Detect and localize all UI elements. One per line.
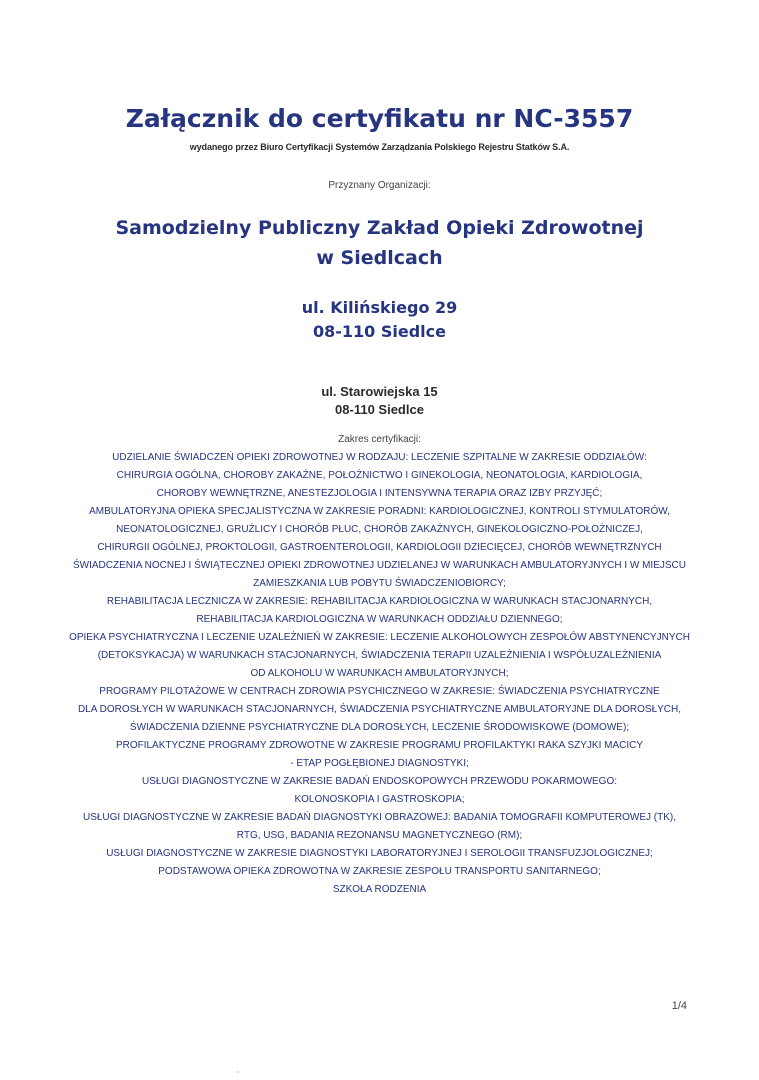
- page-number: 1/4: [671, 1000, 687, 1012]
- scope-line: - ETAP POGŁĘBIONEJ DIAGNOSTYKI;: [290, 758, 469, 769]
- scope-line: OD ALKOHOLU W WARUNKACH AMBULATORYJNYCH;: [250, 668, 509, 679]
- scope-line: CHIRURGII OGÓLNEJ, PROKTOLOGII, GASTROENTEROLOGII, KARDIOLOGII DZIECIĘCEJ, CHORÓB WEWNĘTRZNYCH: [97, 542, 662, 553]
- scan-artifact: [237, 1071, 239, 1073]
- scope-line: CHOROBY WEWNĘTRZNE, ANESTEZJOLOGIA I INTENSYWNA TERAPIA ORAZ IZBY PRZYJĘĆ;: [156, 488, 603, 499]
- main-address-street: ul. Kilińskiego 29: [301, 298, 458, 317]
- scope-line: OPIEKA PSYCHIATRYCZNA I LECZENIE UZALEŻNIEŃ W ZAKRESIE: LECZENIE ALKOHOLOWYCH ZESPOŁÓW ABSTYNENCYJNYCH: [69, 632, 690, 643]
- secondary-address-street: ul. Starowiejska 15: [321, 384, 438, 399]
- main-address-city: 08-110 Siedlce: [312, 322, 446, 341]
- organization-name: [0, 213, 759, 273]
- scope-line: REHABILITACJA KARDIOLOGICZNA W WARUNKACH ODDZIAŁU DZIENNEGO;: [196, 614, 563, 625]
- scope-line: ZAMIESZKANIA LUB POBYTU ŚWIADCZENIOBIORCY;: [253, 578, 506, 589]
- scope-line: CHIRURGIA OGÓLNA, CHOROBY ZAKAŹNE, POŁOŻNICTWO I GINEKOLOGIA, NEONATOLOGIA, KARDIOLOGIA,: [116, 470, 643, 481]
- scope-line: PODSTAWOWA OPIEKA ZDROWOTNA W ZAKRESIE ZESPOŁU TRANSPORTU SANITARNEGO;: [158, 866, 601, 877]
- scope-line: USŁUGI DIAGNOSTYCZNE W ZAKRESIE BADAŃ DIAGNOSTYKI OBRAZOWEJ: BADANIA TOMOGRAFII KOMPUTEROWEJ (TK),: [82, 812, 677, 823]
- scope-line: NEONATOLOGICZNEJ, GRUŹLICY I CHORÓB PŁUC, CHORÓB ZAKAŹNYCH, GINEKOLOGICZNO-POŁOŻNICZEJ,: [116, 524, 643, 535]
- scope-line: RTG, USG, BADANIA REZONANSU MAGNETYCZNEGO (RM);: [236, 830, 523, 841]
- scope-line: PROGRAMY PILOTAŻOWE W CENTRACH ZDROWIA PSYCHICZNEGO W ZAKRESIE: ŚWIADCZENIA PSYCHIATRYCZNE: [99, 686, 660, 697]
- scope-line: DLA DOROSŁYCH W WARUNKACH STACJONARNYCH, ŚWIADCZENIA PSYCHIATRYCZNE AMBULATORYJNE DLA DOROSŁYCH,: [77, 704, 682, 715]
- scope-line: AMBULATORYJNA OPIEKA SPECJALISTYCZNA W ZAKRESIE PORADNI: KARDIOLOGICZNEJ, KONTROLI STYMULATORÓW,: [89, 506, 670, 517]
- scope-label: Zakres certyfikacji:: [338, 434, 421, 445]
- scope-line: ŚWIADCZENIA DZIENNE PSYCHIATRYCZNE DLA DOROSŁYCH, LECZENIE ŚRODOWISKOWE (DOMOWE);: [129, 722, 630, 733]
- secondary-address-city: 08-110 Siedlce: [335, 402, 424, 417]
- scope-line: KOLONOSKOPIA I GASTROSKOPIA;: [294, 794, 465, 805]
- scope-line: (DETOKSYKACJA) W WARUNKACH STACJONARNYCH, ŚWIADCZENIA TERAPII UZALEŻNIENIA I WSPÓŁUZALEŻNIENIA: [97, 650, 662, 661]
- scope-line: REHABILITACJA LECZNICZA W ZAKRESIE: REHABILITACJA KARDIOLOGICZNA W WARUNKACH STACJONARNYCH,: [106, 596, 653, 607]
- scope-line: USŁUGI DIAGNOSTYCZNE W ZAKRESIE BADAŃ ENDOSKOPOWYCH PRZEWODU POKARMOWEGO:: [141, 776, 618, 787]
- scope-line: PROFILAKTYCZNE PROGRAMY ZDROWOTNE W ZAKRESIE PROGRAMU PROFILAKTYKI RAKA SZYJKI MACICY: [115, 740, 644, 751]
- scope-line: SZKOŁA RODZENIA: [332, 884, 427, 895]
- scope-line: UDZIELANIE ŚWIADCZEŃ OPIEKI ZDROWOTNEJ W RODZAJU: LECZENIE SZPITALNE W ZAKRESIE ODDZIAŁÓW:: [112, 452, 647, 463]
- organization-name-line-1: Samodzielny Publiczny Zakład Opieki Zdrowotnej: [115, 217, 644, 239]
- document-title: Załącznik do certyfikatu nr NC-3557: [125, 104, 634, 133]
- scope-line: ŚWIADCZENIA NOCNEJ I ŚWIĄTECZNEJ OPIEKI ZDROWOTNEJ UDZIELANEJ W WARUNKACH AMBULATORYJNYCH I W MIEJSCU: [72, 560, 686, 571]
- secondary-address: [0, 383, 759, 419]
- organization-name-line-2: w Siedlcach: [316, 247, 443, 269]
- granted-to-label: Przyznany Organizacji:: [328, 180, 431, 191]
- document-subtitle: wydanego przez Biuro Certyfikacji Systemów Zarządzania Polskiego Rejestru Statków S.A.: [189, 142, 570, 152]
- main-address: [0, 296, 759, 344]
- scope-line: USŁUGI DIAGNOSTYCZNE W ZAKRESIE DIAGNOSTYKI LABORATORYJNEJ I SEROLOGII TRANSFUZJOLOGICZNEJ;: [106, 848, 653, 859]
- certification-scope: [30, 449, 729, 899]
